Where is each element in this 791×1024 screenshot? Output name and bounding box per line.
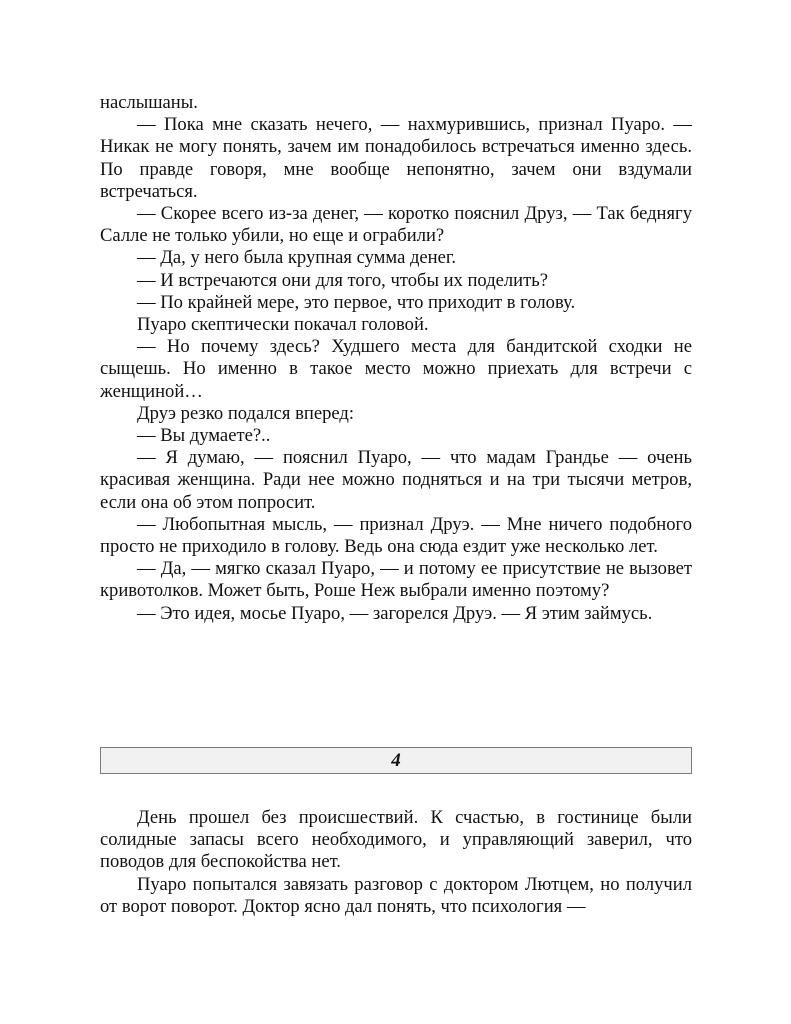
paragraph: — Любопытная мысль, — признал Друэ. — Мне ничего подобного просто не приходило в голову. Ведь она сюда ездит уже несколько лет. xyxy=(100,513,692,558)
text-block-after-chapter xyxy=(100,807,692,918)
paragraph: наслышаны. xyxy=(100,92,198,113)
paragraph: — Пока мне сказать нечего, — нахмурившись, признал Пуаро. — Никак не могу понять, зачем им понадобилось встречаться именно здесь. По правде говоря, мне вообще непонятно, зачем они вздумали встречаться. xyxy=(100,114,692,202)
paragraph: Друэ резко подался вперед: xyxy=(137,402,355,424)
paragraph: — Но почему здесь? Худшего места для бандитской сходки не сыщешь. Но именно в такое место можно приехать для встречи с женщиной… xyxy=(100,336,692,402)
paragraph: Пуаро скептически покачал головой. xyxy=(137,314,429,336)
paragraph: — Скорее всего из-за денег, — коротко пояснил Друз, — Так беднягу Салле не только убили, но еще и ограбили? xyxy=(100,203,692,247)
text-block-before-chapter xyxy=(100,92,692,625)
paragraph: — Это идея, мосье Пуаро, — загорелся Друэ. — Я этим займусь. xyxy=(137,602,653,624)
chapter-number: 4 xyxy=(391,750,401,771)
paragraph: — И встречаются они для того, чтобы их поделить? xyxy=(137,269,548,291)
paragraph: — По крайней мере, это первое, что приходит в голову. xyxy=(137,291,576,313)
paragraph: — Я думаю, — пояснил Пуаро, — что мадам Грандье — очень красивая женщина. Ради нее можно подняться и на три тысячи метров, если она об этом попросит. xyxy=(100,447,692,513)
paragraph: Пуаро попытался завязать разговор с доктором Лютцем, но получил от ворот поворот. Доктор ясно дал понять, что психология — xyxy=(100,873,692,917)
chapter-heading xyxy=(100,747,692,774)
paragraph: — Да, — мягко сказал Пуаро, — и потому ее присутствие не вызовет кривотолков. Может быть, Роше Неж выбрали именно поэтому? xyxy=(100,558,692,602)
paragraph: — Вы думаете?.. xyxy=(137,425,271,447)
paragraph: День прошел без происшествий. К счастью, в гостинице были солидные запасы всего необходимого, и управляющий заверил, что поводов для беспокойства нет. xyxy=(100,807,692,873)
paragraph: — Да, у него была крупная сумма денег. xyxy=(137,247,457,269)
